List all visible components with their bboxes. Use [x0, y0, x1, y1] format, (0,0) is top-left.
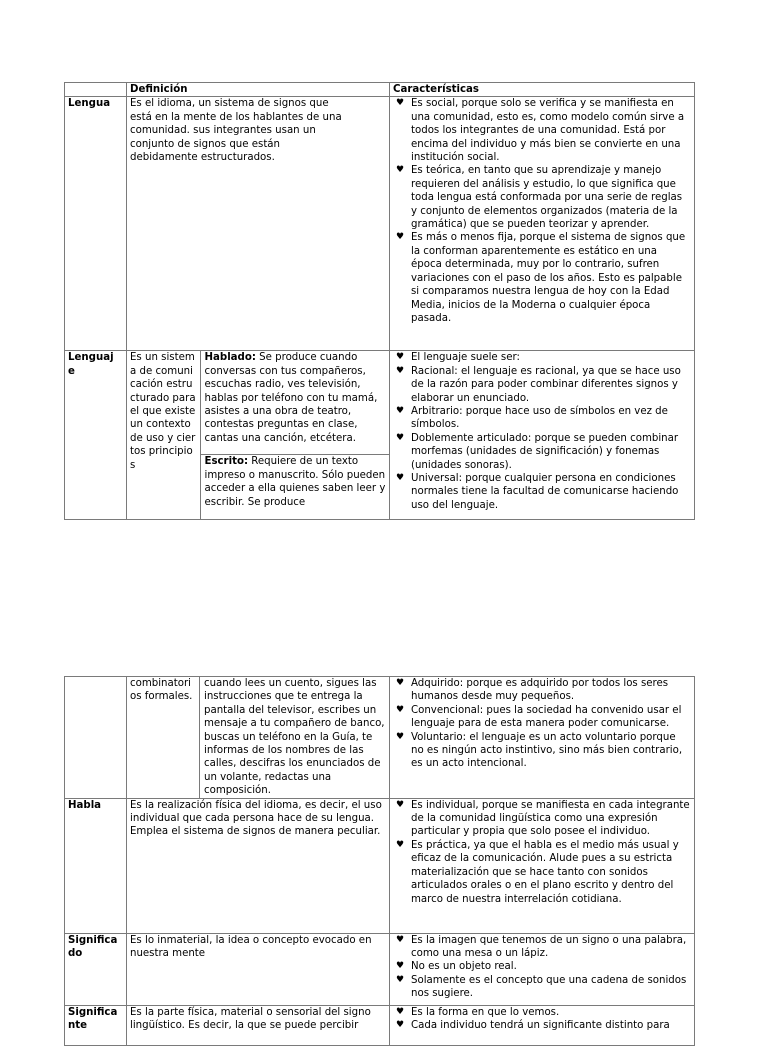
list-item: ♥ Adquirido: porque es adquirido por todos los seres humanos desde muy pequeños. — [396, 678, 669, 703]
heart-bullet-icon: ♥ — [396, 839, 405, 850]
heart-bullet-icon: ♥ — [396, 165, 405, 176]
definition-lengua — [127, 97, 390, 351]
header-empty-cell — [65, 83, 127, 97]
heart-bullet-icon: ♥ — [396, 352, 405, 363]
table-row-lenguaje-cont — [65, 677, 695, 799]
characteristics-lenguaje-cont — [390, 677, 695, 799]
list-item: ♥ Es la forma en que lo vemos. — [396, 1006, 560, 1018]
lenguaje-inner-table — [127, 351, 390, 519]
table-row-lenguaje — [65, 351, 695, 520]
list-item: ♥ Es individual, porque se manifiesta en cada integrante de la comunidad lingüística como una expresión particular y propia que solo posee el individuo. — [396, 799, 690, 838]
hablado-label: Hablado: — [204, 352, 256, 364]
heart-bullet-icon: ♥ — [396, 678, 405, 688]
list-item: ♥ No es un objeto real. — [396, 961, 517, 973]
definition-lenguaje-text: Es un sistema de comunicación estructurado para el que existe un contexto de uso y ciertos principios — [127, 351, 200, 519]
heart-bullet-icon: ♥ — [396, 1020, 405, 1031]
heart-bullet-icon: ♥ — [396, 731, 405, 742]
hablado-text: Se produce cuando conversas con tus compañeros, escuchas radio, ves televisión, hablas por teléfono con tu mamá, asistes a una obra de teatro, contestas preguntas en clase, cantas una canción, etcétera. — [204, 352, 378, 444]
list-item: ♥ Solamente es el concepto que una cadena de sonidos nos sugiere. — [396, 974, 687, 1000]
list-item: ♥ Racional: el lenguaje es racional, ya que se hace uso de la razón para poder combinar diferentes signos y elaborar un enunciado. — [396, 365, 681, 404]
list-item: ♥ Convencional: pues la sociedad ha convenido usar el lenguaje para de esta manera poder comunicarse. — [396, 704, 682, 730]
definition-significante: Es la parte física, material o sensorial del signo lingüístico. Es decir, la que se puede percibir — [127, 1005, 390, 1045]
comparison-table-2 — [64, 676, 695, 1046]
list-item: ♥ Universal: porque cualquier persona en condiciones normales tiene la facultad de comunicarse haciendo uso del lenguaje. — [396, 473, 679, 511]
hablado-cell — [200, 351, 390, 455]
characteristics-habla — [390, 798, 695, 933]
comparison-table-1 — [64, 82, 695, 520]
characteristics-lengua — [390, 97, 695, 351]
heart-bullet-icon: ♥ — [396, 1006, 405, 1017]
list-item: ♥ Es teórica, en tanto que su aprendizaje y manejo requieren del análisis y estudio, lo que significa que toda lengua está conformada por una serie de reglas y conjunto de elementos organizados (materia de la gramática) que se pueden teorizar y aprender. — [396, 165, 683, 231]
table-row-lengua — [65, 97, 695, 351]
list-item: ♥ Es la imagen que tenemos de un signo o una palabra, como una mesa o un lápiz. — [396, 934, 687, 960]
list-item: ♥ Doblemente articulado: porque se pueden combinar morfemas (unidades de significación) y fonemas (unidades sonoras). — [396, 432, 679, 471]
list-item: ♥ Es práctica, ya que el habla es el medio más usual y eficaz de la comunicación. Alude pues a su estricta materialización que se hace tanto con sonidos articulados orales o en el plano escrito y dentro del marco de nuestra interrelación cotidiana. — [396, 839, 679, 905]
table-row-habla — [65, 798, 695, 933]
definition-lenguaje-cont: combinatorios formales. — [127, 677, 200, 799]
characteristics-significante — [390, 1005, 695, 1045]
table-header-row — [65, 83, 695, 97]
escrito-label: Escrito: — [204, 456, 249, 468]
definition-lengua-text: Es el idioma, un sistema de signos que está en la mente de los hablantes de una comunidad. sus integrantes usan un conjunto de signos que están debidamente estructurados. — [130, 98, 342, 164]
definition-lenguaje — [127, 351, 390, 520]
escrito-cell — [200, 455, 390, 520]
table-row-significado — [65, 933, 695, 1005]
escrito-text: Requiere de un texto impreso o manuscrito. Sólo pueden acceder a ella quienes saben leer y escribir. Se produce — [204, 456, 386, 508]
heart-bullet-icon: ♥ — [396, 365, 405, 376]
escrito-cont-cell: cuando lees un cuento, sigues las instrucciones que te entrega la pantalla del televisor, escribes un mensaje a tu compañero de banco, buscas un teléfono en la Guía, te informas de los nombres de las calles, descifras los enunciados de un volante, redactas una composición. — [200, 677, 390, 799]
header-definicion: Definición — [127, 83, 390, 97]
term-significado: Significado — [65, 933, 127, 1005]
heart-bullet-icon: ♥ — [396, 232, 405, 243]
heart-bullet-icon: ♥ — [396, 98, 405, 109]
heart-bullet-icon: ♥ — [396, 799, 405, 810]
document-page-2 — [0, 640, 768, 1032]
term-lengua: Lengua — [65, 97, 127, 351]
list-item: ♥ Cada individuo tendrá un significante distinto para — [396, 1020, 670, 1032]
characteristics-significado — [390, 933, 695, 1005]
term-significante: Significante — [65, 1005, 127, 1045]
heart-bullet-icon: ♥ — [396, 432, 405, 443]
list-item: ♥ Voluntario: el lenguaje es un acto voluntario porque no es ningún acto instintivo, sino más bien contrario, es un acto intencional. — [396, 731, 683, 770]
definition-habla: Es la realización física del idioma, es decir, el uso individual que cada persona hace de su lengua. Emplea el sistema de signos de manera peculiar. — [127, 798, 390, 933]
characteristics-lenguaje — [390, 351, 695, 520]
header-caracteristicas: Características — [390, 83, 695, 97]
list-item: ♥ Es social, porque solo se verifica y se manifiesta en una comunidad, esto es, como modelo común sirve a todos los integrantes de una comunidad. Está por encima del individuo y más bien se convierte en una institución social. — [396, 98, 685, 164]
list-item: ♥ El lenguaje suele ser: — [396, 352, 520, 364]
heart-bullet-icon: ♥ — [396, 704, 405, 715]
table-row-significante — [65, 1005, 695, 1045]
definition-significado: Es lo inmaterial, la idea o concepto evocado en nuestra mente — [127, 933, 390, 1005]
term-lenguaje: Lenguaje — [65, 351, 127, 520]
heart-bullet-icon: ♥ — [396, 473, 405, 484]
heart-bullet-icon: ♥ — [396, 406, 405, 417]
heart-bullet-icon: ♥ — [396, 934, 405, 945]
list-item: ♥ Es más o menos fija, porque el sistema de signos que la conforman aparentemente es estático en una época determinada, muy por lo contrario, sufren variaciones con el paso de los años. Esto es palpable si comparamos nuestra lengua de hoy con la Edad Media, inicios de la Moderna o cualquier época pasada. — [396, 232, 686, 324]
term-lenguaje-cont — [65, 677, 127, 799]
heart-bullet-icon: ♥ — [396, 961, 405, 972]
list-item: ♥ Arbitrario: porque hace uso de símbolos en vez de símbolos. — [396, 406, 668, 431]
term-habla: Habla — [65, 798, 127, 933]
heart-bullet-icon: ♥ — [396, 974, 405, 985]
